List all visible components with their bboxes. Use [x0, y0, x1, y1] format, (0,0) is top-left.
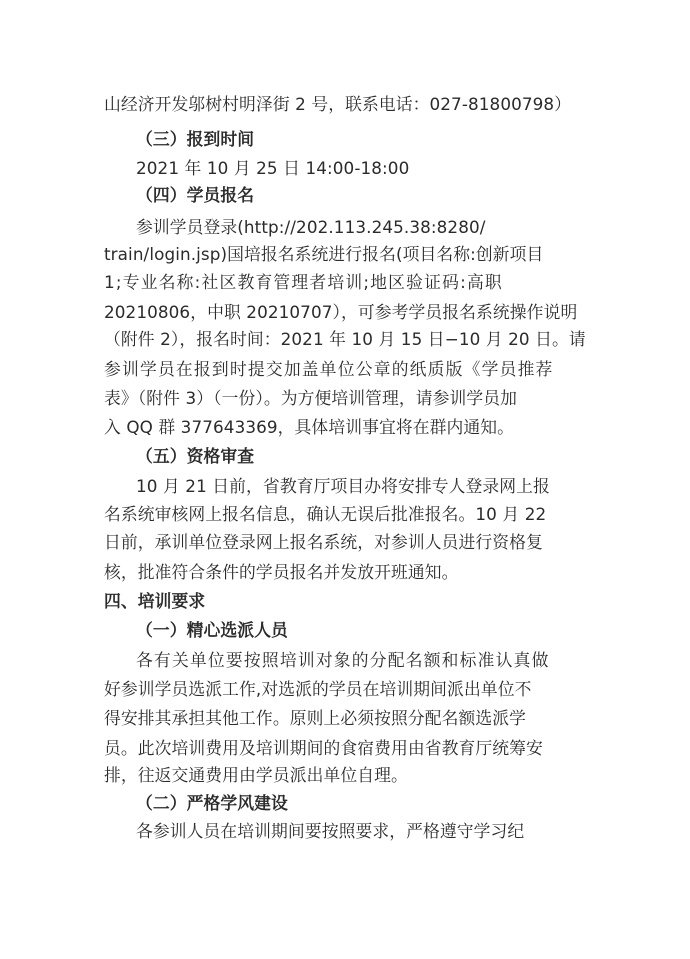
paragraph-line: 入 QQ 群 377643369，具体培训事宜将在群内通知。 — [104, 417, 515, 437]
paragraph-line: 各参训人员在培训期间要按照要求，严格遵守学习纪 — [136, 821, 525, 841]
paragraph-line: 参训学员登录(http://202.113.245.38:8280/ — [136, 217, 486, 237]
paragraph-line: 核，批准符合条件的学员报名并发放开班通知。 — [104, 562, 459, 582]
paragraph-line: 得安排其承担其他工作。原则上必须按照分配名额选派学 — [104, 708, 527, 728]
paragraph-line-address: 山经济开发邬树村明泽街 2 号，联系电话：027-81800798） — [104, 94, 572, 114]
paragraph-line: 各有关单位要按照培训对象的分配名额和标准认真做 — [136, 650, 550, 670]
paragraph-line: 排，往返交通费用由学员派出单位自理。 — [104, 765, 408, 785]
section-heading-registration: （四）学员报名 — [136, 185, 255, 205]
section-heading-selection: （一）精心选派人员 — [136, 620, 288, 640]
paragraph-line: 参训学员在报到时提交加盖单位公章的纸质版《学员推荐 — [104, 359, 554, 379]
paragraph-line: （附件 2），报名时间：2021 年 10 月 15 日−10 月 20 日。请 — [104, 329, 586, 349]
paragraph-line: 20210806，中职 20210707），可参考学员报名系统操作说明 — [104, 302, 578, 322]
paragraph-line: 名系统审核网上报名信息，确认无误后批准报名。10 月 22 — [104, 504, 547, 524]
section-heading-study-style: （二）严格学风建设 — [136, 793, 288, 813]
paragraph-line: 日前，承训单位登录网上报名系统，对参训人员进行资格复 — [104, 532, 543, 552]
paragraph-line: 表》（附件 3）（一份）。为方便培训管理，请参训学员加 — [104, 388, 518, 408]
paragraph-line: 10 月 21 日前，省教育厅项目办将安排专人登录网上报 — [136, 476, 550, 496]
section-heading-report-time: （三）报到时间 — [136, 129, 255, 149]
paragraph-line: 员。此次培训费用及培训期间的食宿费用由省教育厅统筹安 — [104, 738, 543, 758]
section-heading-qualification: （五）资格审查 — [136, 446, 255, 466]
paragraph-line: 1;专业名称:社区教育管理者培训;地区验证码:高职 — [104, 272, 503, 292]
report-date-line: 2021 年 10 月 25 日 14:00-18:00 — [136, 158, 410, 178]
paragraph-line: train/login.jsp)国培报名系统进行报名(项目名称:创新项目 — [104, 244, 544, 264]
paragraph-line: 好参训学员选派工作,对选派的学员在培训期间派出单位不 — [104, 679, 532, 699]
chapter-heading-requirements: 四、培训要求 — [104, 591, 206, 611]
